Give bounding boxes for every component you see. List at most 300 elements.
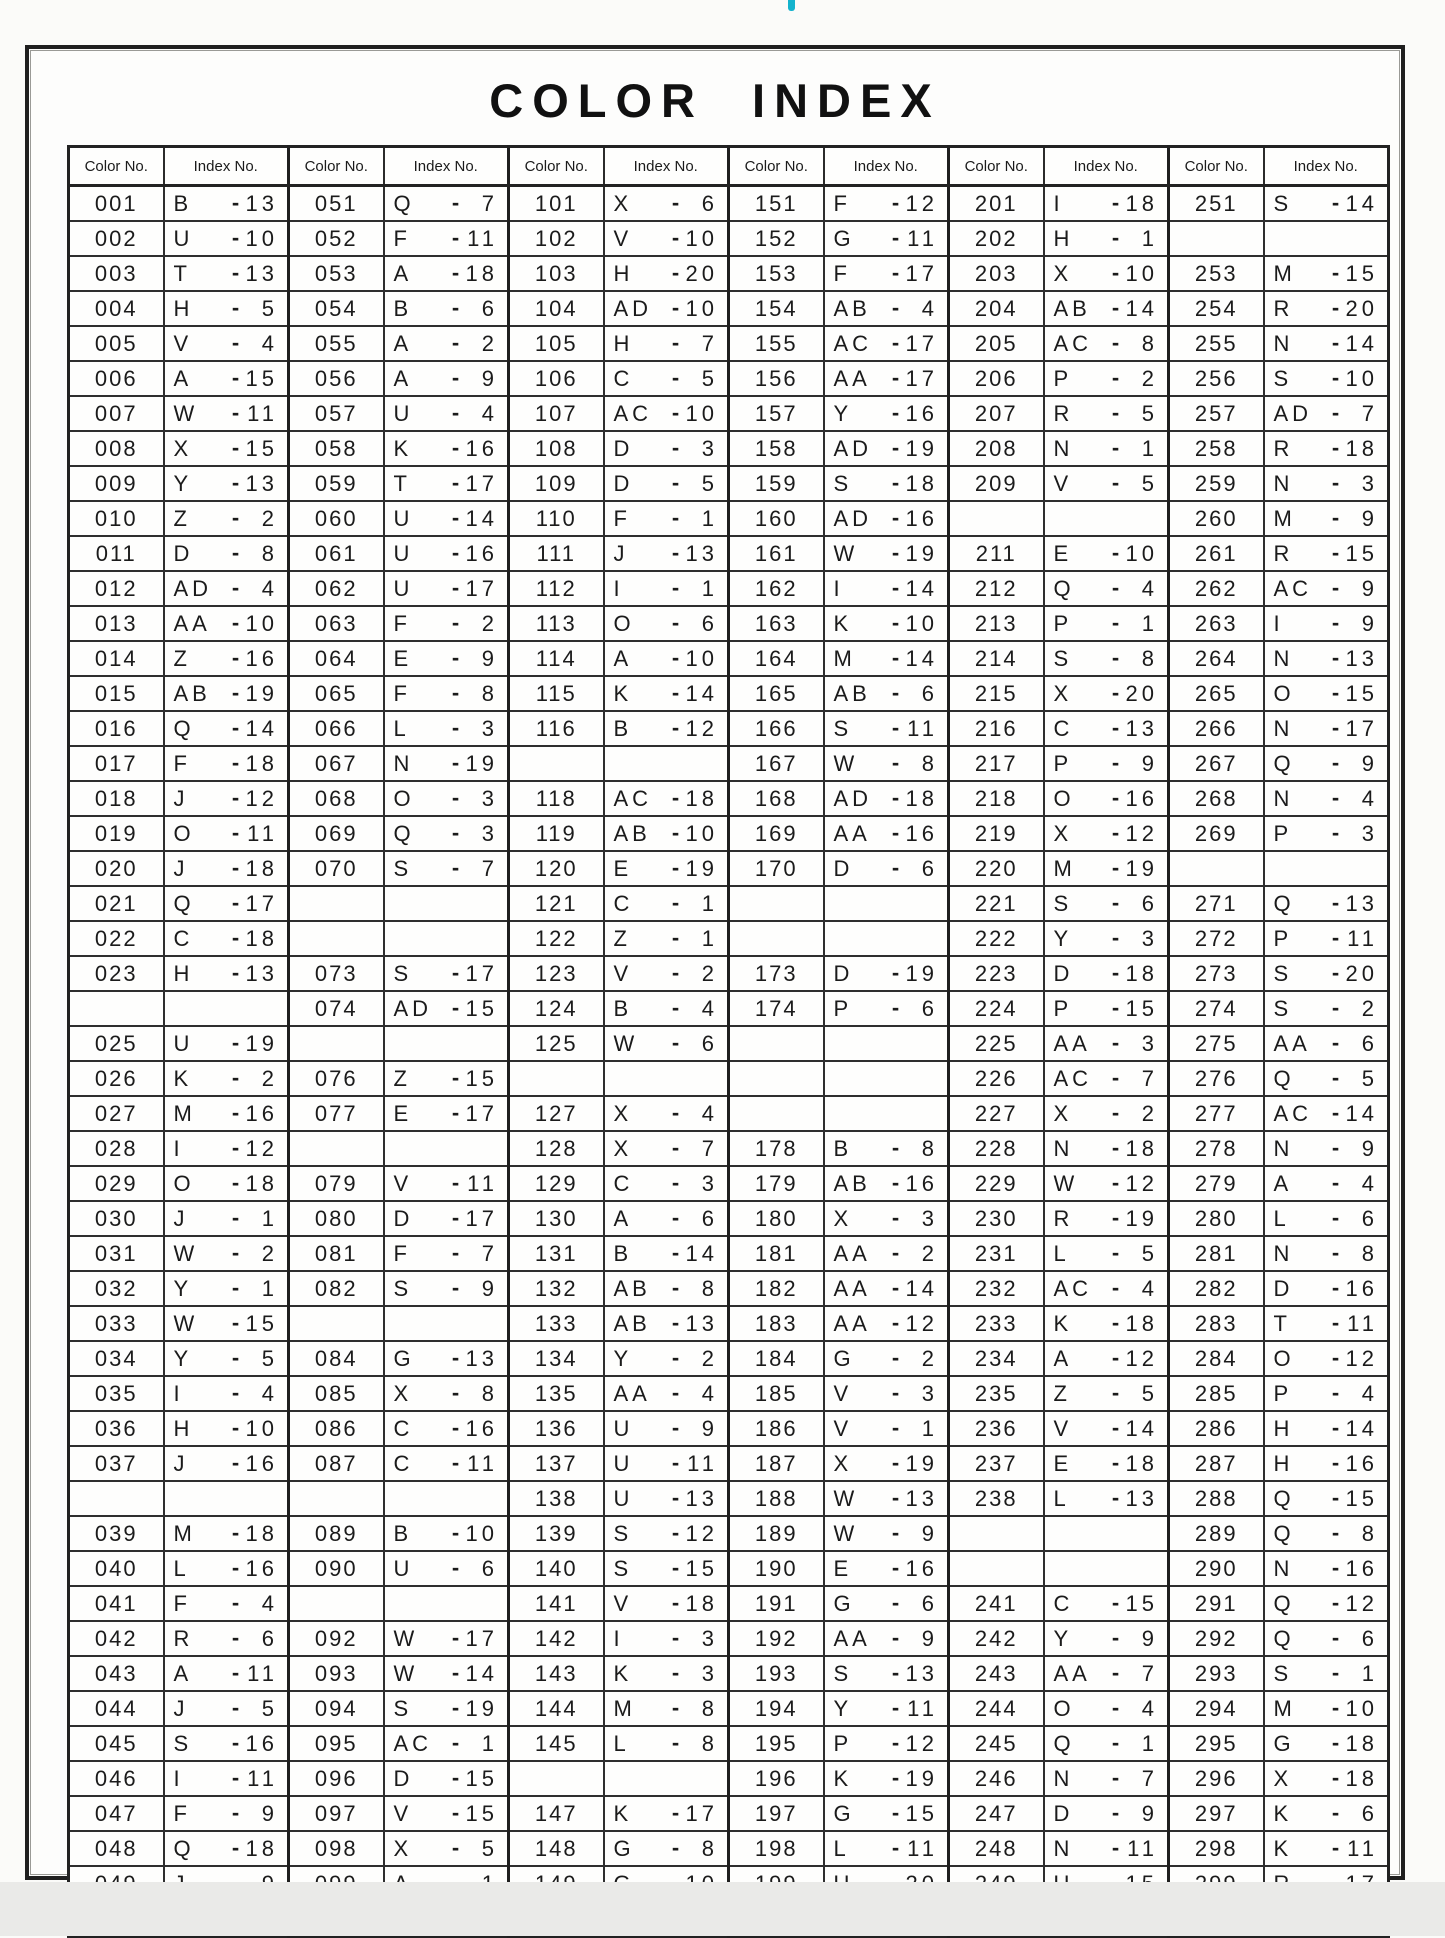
index-no-cell (1044, 781, 1169, 816)
index-number: 15 (905, 1800, 938, 1826)
index-letter: AA (833, 1240, 871, 1266)
index-dash: - (891, 1729, 900, 1755)
index-dash: - (231, 1169, 240, 1195)
index-no-cell (1264, 1201, 1389, 1236)
color-no-cell: 233 (949, 1306, 1044, 1341)
index-dash: - (1111, 959, 1120, 985)
index-dash: - (1331, 1624, 1340, 1650)
index-no-cell (1264, 396, 1389, 431)
index-dash: - (1331, 574, 1340, 600)
color-no-cell: 062 (289, 571, 384, 606)
index-dash: - (1111, 1484, 1120, 1510)
index-number: 15 (1345, 680, 1378, 706)
index-no-cell (384, 886, 509, 921)
index-no-cell (1044, 361, 1169, 396)
index-no-cell (164, 1551, 289, 1586)
index-dash: - (231, 1519, 240, 1545)
index-number: 17 (245, 890, 278, 916)
index-number: 9 (1361, 750, 1378, 776)
index-dash: - (891, 679, 900, 705)
table-row (69, 1481, 1389, 1516)
table-row (69, 221, 1389, 256)
index-number: 12 (1125, 1345, 1158, 1371)
index-dash: - (231, 889, 240, 915)
index-dash: - (1111, 679, 1120, 705)
index-dash: - (891, 854, 900, 880)
index-no-cell (1044, 886, 1169, 921)
index-no-cell (1044, 1446, 1169, 1481)
color-no-cell (1169, 851, 1264, 886)
color-no-cell: 160 (729, 501, 824, 536)
cyan-registration-mark (788, 0, 795, 11)
color-no-cell: 051 (289, 186, 384, 222)
index-dash: - (891, 189, 900, 215)
index-letter: Z (173, 645, 191, 671)
color-no-cell: 068 (289, 781, 384, 816)
index-no-cell (824, 1481, 949, 1516)
index-dash: - (671, 1169, 680, 1195)
index-no-cell (824, 886, 949, 921)
index-no-cell (164, 676, 289, 711)
index-no-cell (1264, 1726, 1389, 1761)
index-no-cell (604, 1306, 729, 1341)
index-number: 15 (465, 1065, 498, 1091)
index-no-cell (824, 361, 949, 396)
index-dash: - (671, 1799, 680, 1825)
index-no-cell (604, 1796, 729, 1831)
color-no-cell: 278 (1169, 1131, 1264, 1166)
color-no-cell: 241 (949, 1586, 1044, 1621)
index-letter: H (173, 295, 194, 321)
color-no-cell: 293 (1169, 1656, 1264, 1691)
color-no-cell: 159 (729, 466, 824, 501)
index-dash: - (231, 854, 240, 880)
index-number: 17 (905, 365, 938, 391)
index-letter: AB (833, 680, 871, 706)
index-number: 4 (1361, 1380, 1378, 1406)
index-no-cell (824, 1761, 949, 1796)
index-letter: P (833, 995, 853, 1021)
color-no-cell: 153 (729, 256, 824, 291)
index-number: 7 (1141, 1765, 1158, 1791)
index-dash: - (1331, 1449, 1340, 1475)
index-dash: - (1111, 644, 1120, 670)
index-number: 12 (905, 190, 938, 216)
index-letter: F (833, 260, 851, 286)
index-no-cell (1264, 886, 1389, 921)
index-dash: - (1111, 224, 1120, 250)
index-letter: W (173, 400, 199, 426)
index-no-cell (164, 1096, 289, 1131)
index-letter: Y (173, 1275, 193, 1301)
index-letter: K (173, 1065, 193, 1091)
index-number: 8 (1141, 645, 1158, 671)
index-dash: - (671, 469, 680, 495)
index-dash: - (231, 644, 240, 670)
index-no-cell (604, 1656, 729, 1691)
index-no-cell (1264, 1096, 1389, 1131)
index-no-cell (824, 291, 949, 326)
index-number: 14 (1345, 190, 1378, 216)
index-number: 11 (467, 225, 498, 251)
index-no-cell (164, 1411, 289, 1446)
color-no-cell: 006 (69, 361, 164, 396)
index-no-cell (1044, 1481, 1169, 1516)
index-dash: - (1331, 609, 1340, 635)
color-no-cell: 084 (289, 1341, 384, 1376)
index-no-cell (164, 221, 289, 256)
color-no-cell: 245 (949, 1726, 1044, 1761)
index-dash: - (451, 1659, 460, 1685)
index-dash: - (451, 959, 460, 985)
index-letter: S (173, 1730, 193, 1756)
index-number: 7 (481, 855, 498, 881)
index-letter: I (173, 1765, 184, 1791)
index-letter: G (833, 1800, 855, 1826)
color-no-cell (289, 1586, 384, 1621)
index-letter: K (1053, 1310, 1073, 1336)
color-no-cell: 005 (69, 326, 164, 361)
color-no-cell: 032 (69, 1271, 164, 1306)
index-no-cell (1044, 256, 1169, 291)
color-no-cell: 069 (289, 816, 384, 851)
index-dash: - (1111, 1694, 1120, 1720)
index-dash: - (671, 679, 680, 705)
index-letter: X (613, 190, 633, 216)
color-no-cell: 047 (69, 1796, 164, 1831)
index-letter: S (1273, 1660, 1293, 1686)
index-letter: L (1053, 1485, 1070, 1511)
color-no-cell: 251 (1169, 186, 1264, 222)
index-no-cell (1264, 1446, 1389, 1481)
color-no-cell: 115 (509, 676, 604, 711)
index-dash: - (1111, 1589, 1120, 1615)
index-dash: - (1111, 924, 1120, 950)
color-no-cell: 036 (69, 1411, 164, 1446)
index-dash: - (1331, 679, 1340, 705)
index-no-cell (1044, 816, 1169, 851)
color-no-cell: 076 (289, 1061, 384, 1096)
index-no-cell (384, 1586, 509, 1621)
index-letter: S (1053, 645, 1073, 671)
color-no-cell: 168 (729, 781, 824, 816)
index-dash: - (1331, 1379, 1340, 1405)
index-dash: - (891, 994, 900, 1020)
color-no-cell: 232 (949, 1271, 1044, 1306)
index-number: 19 (905, 435, 938, 461)
index-no-cell (824, 1131, 949, 1166)
index-letter: M (613, 1695, 636, 1721)
index-no-cell (604, 956, 729, 991)
index-dash: - (891, 1484, 900, 1510)
color-no-cell: 156 (729, 361, 824, 396)
index-letter: X (393, 1835, 413, 1861)
index-no-cell (604, 1131, 729, 1166)
index-number: 4 (701, 1380, 718, 1406)
color-no-cell: 206 (949, 361, 1044, 396)
index-no-cell (824, 1341, 949, 1376)
index-number: 9 (921, 1625, 938, 1651)
index-letter: AC (833, 330, 873, 356)
index-dash: - (231, 329, 240, 355)
index-letter: X (613, 1135, 633, 1161)
index-dash: - (231, 1624, 240, 1650)
index-dash: - (1111, 784, 1120, 810)
index-letter: S (393, 960, 413, 986)
index-dash: - (451, 259, 460, 285)
index-letter: AC (613, 785, 653, 811)
index-dash: - (1111, 1134, 1120, 1160)
index-number: 17 (1345, 715, 1378, 741)
table-row (69, 956, 1389, 991)
table-row (69, 851, 1389, 886)
index-letter: V (173, 330, 193, 356)
index-number: 1 (481, 1730, 498, 1756)
index-number: 9 (481, 365, 498, 391)
color-no-cell: 008 (69, 431, 164, 466)
index-no-cell (1044, 396, 1169, 431)
index-number: 5 (481, 1835, 498, 1861)
index-dash: - (231, 1729, 240, 1755)
index-dash: - (231, 1239, 240, 1265)
index-dash: - (231, 749, 240, 775)
index-no-cell (604, 816, 729, 851)
index-no-header: Index No. (1044, 147, 1169, 186)
index-letter: L (173, 1555, 190, 1581)
index-dash: - (231, 609, 240, 635)
index-dash: - (891, 1274, 900, 1300)
index-dash: - (1111, 1204, 1120, 1230)
index-letter: W (393, 1625, 419, 1651)
table-row (69, 256, 1389, 291)
index-dash: - (1331, 259, 1340, 285)
table-header-row (69, 147, 1389, 186)
color-no-cell: 114 (509, 641, 604, 676)
color-no-cell: 161 (729, 536, 824, 571)
color-no-cell: 223 (949, 956, 1044, 991)
index-letter: V (1053, 1415, 1073, 1441)
index-dash: - (451, 504, 460, 530)
index-number: 4 (481, 400, 498, 426)
index-number: 1 (1141, 435, 1158, 461)
index-dash: - (231, 259, 240, 285)
index-letter: E (1053, 540, 1073, 566)
index-number: 8 (261, 540, 278, 566)
index-number: 18 (1125, 190, 1158, 216)
index-no-cell (384, 1131, 509, 1166)
index-dash: - (671, 959, 680, 985)
index-dash: - (451, 329, 460, 355)
index-number: 11 (907, 1835, 938, 1861)
index-number: 18 (245, 1170, 278, 1196)
index-number: 16 (905, 1555, 938, 1581)
index-number: 17 (465, 1625, 498, 1651)
index-letter: U (173, 225, 194, 251)
index-letter: N (393, 750, 414, 776)
index-no-cell (1044, 1516, 1169, 1551)
index-dash: - (1111, 1344, 1120, 1370)
index-letter: AC (1053, 330, 1093, 356)
color-no-cell: 098 (289, 1831, 384, 1866)
index-dash: - (671, 609, 680, 635)
index-number: 7 (1141, 1065, 1158, 1091)
table-row (69, 1621, 1389, 1656)
index-no-cell (1044, 536, 1169, 571)
index-dash: - (1331, 644, 1340, 670)
color-no-cell: 220 (949, 851, 1044, 886)
color-no-cell: 021 (69, 886, 164, 921)
index-number: 4 (1361, 1170, 1378, 1196)
index-no-cell (164, 1831, 289, 1866)
index-number: 4 (1141, 575, 1158, 601)
index-number: 6 (701, 1030, 718, 1056)
index-dash: - (231, 224, 240, 250)
index-number: 10 (905, 610, 938, 636)
color-no-cell: 138 (509, 1481, 604, 1516)
index-dash: - (671, 1204, 680, 1230)
index-letter: AA (833, 1310, 871, 1336)
index-no-cell (384, 571, 509, 606)
index-dash: - (451, 399, 460, 425)
index-dash: - (231, 819, 240, 845)
index-letter: Q (393, 820, 415, 846)
index-no-cell (1264, 1341, 1389, 1376)
index-no-cell (824, 256, 949, 291)
index-dash: - (451, 854, 460, 880)
index-no-cell (604, 1481, 729, 1516)
index-number: 18 (905, 470, 938, 496)
index-no-cell (384, 466, 509, 501)
color-no-cell: 179 (729, 1166, 824, 1201)
index-number: 6 (261, 1625, 278, 1651)
index-letter: N (1273, 645, 1294, 671)
index-number: 13 (1345, 890, 1378, 916)
index-letter: A (393, 330, 413, 356)
index-dash: - (1331, 1659, 1340, 1685)
color-no-cell: 029 (69, 1166, 164, 1201)
index-number: 7 (481, 190, 498, 216)
index-no-cell (1264, 1166, 1389, 1201)
index-no-cell (604, 1096, 729, 1131)
index-no-cell (604, 641, 729, 676)
color-no-cell: 077 (289, 1096, 384, 1131)
index-letter: AA (833, 1625, 871, 1651)
index-number: 7 (701, 330, 718, 356)
index-dash: - (1331, 784, 1340, 810)
color-no-header: Color No. (1169, 147, 1264, 186)
index-dash: - (671, 1519, 680, 1545)
index-no-cell (824, 1236, 949, 1271)
color-no-cell: 225 (949, 1026, 1044, 1061)
index-no-cell (824, 1726, 949, 1761)
index-number: 4 (1141, 1275, 1158, 1301)
color-no-cell: 111 (509, 536, 604, 571)
color-no-cell: 131 (509, 1236, 604, 1271)
index-no-cell (164, 326, 289, 361)
color-no-cell: 018 (69, 781, 164, 816)
index-no-cell (824, 1271, 949, 1306)
color-no-cell: 284 (1169, 1341, 1264, 1376)
index-dash: - (1331, 994, 1340, 1020)
index-dash: - (891, 609, 900, 635)
index-no-cell (824, 1061, 949, 1096)
index-number: 16 (465, 540, 498, 566)
index-number: 17 (465, 1205, 498, 1231)
color-no-cell: 081 (289, 1236, 384, 1271)
index-letter: AC (1053, 1065, 1093, 1091)
index-dash: - (231, 469, 240, 495)
index-no-cell (164, 1236, 289, 1271)
color-no-cell: 263 (1169, 606, 1264, 641)
color-no-cell: 127 (509, 1096, 604, 1131)
index-no-cell (1044, 1271, 1169, 1306)
color-no-cell (509, 746, 604, 781)
index-dash: - (671, 1834, 680, 1860)
index-letter: C (393, 1450, 414, 1476)
index-no-cell (604, 1201, 729, 1236)
index-letter: K (833, 1765, 853, 1791)
index-number: 18 (245, 925, 278, 951)
index-dash: - (451, 434, 460, 460)
color-no-cell: 123 (509, 956, 604, 991)
color-no-cell: 110 (509, 501, 604, 536)
index-letter: Q (1273, 750, 1295, 776)
index-dash: - (671, 854, 680, 880)
color-no-cell: 198 (729, 1831, 824, 1866)
color-no-cell: 283 (1169, 1306, 1264, 1341)
color-no-cell: 133 (509, 1306, 604, 1341)
index-no-cell (604, 1236, 729, 1271)
index-letter: V (833, 1415, 853, 1441)
color-no-cell: 295 (1169, 1726, 1264, 1761)
index-no-cell (604, 886, 729, 921)
color-no-cell: 093 (289, 1656, 384, 1691)
index-no-cell (1044, 606, 1169, 641)
index-no-cell (164, 1306, 289, 1341)
index-dash: - (671, 434, 680, 460)
table-row (69, 676, 1389, 711)
color-no-cell: 246 (949, 1761, 1044, 1796)
index-dash: - (1331, 1764, 1340, 1790)
index-no-cell (384, 536, 509, 571)
index-number: 17 (685, 1800, 718, 1826)
index-number: 10 (245, 225, 278, 251)
table-row (69, 1096, 1389, 1131)
color-no-cell: 023 (69, 956, 164, 991)
color-no-cell: 125 (509, 1026, 604, 1061)
color-no-cell (509, 1061, 604, 1096)
index-number: 19 (905, 540, 938, 566)
index-letter: V (393, 1800, 413, 1826)
index-dash: - (231, 1134, 240, 1160)
index-no-header: Index No. (164, 147, 289, 186)
index-number: 15 (245, 365, 278, 391)
color-no-cell: 217 (949, 746, 1044, 781)
color-no-cell: 139 (509, 1516, 604, 1551)
index-no-cell (1264, 991, 1389, 1026)
color-no-cell: 191 (729, 1586, 824, 1621)
index-dash: - (231, 1834, 240, 1860)
index-dash: - (671, 1659, 680, 1685)
index-letter: Y (833, 1695, 853, 1721)
index-letter: U (613, 1415, 634, 1441)
color-no-cell: 253 (1169, 256, 1264, 291)
color-no-cell: 061 (289, 536, 384, 571)
color-no-cell: 112 (509, 571, 604, 606)
index-no-cell (824, 571, 949, 606)
color-no-cell: 257 (1169, 396, 1264, 431)
index-dash: - (1331, 714, 1340, 740)
